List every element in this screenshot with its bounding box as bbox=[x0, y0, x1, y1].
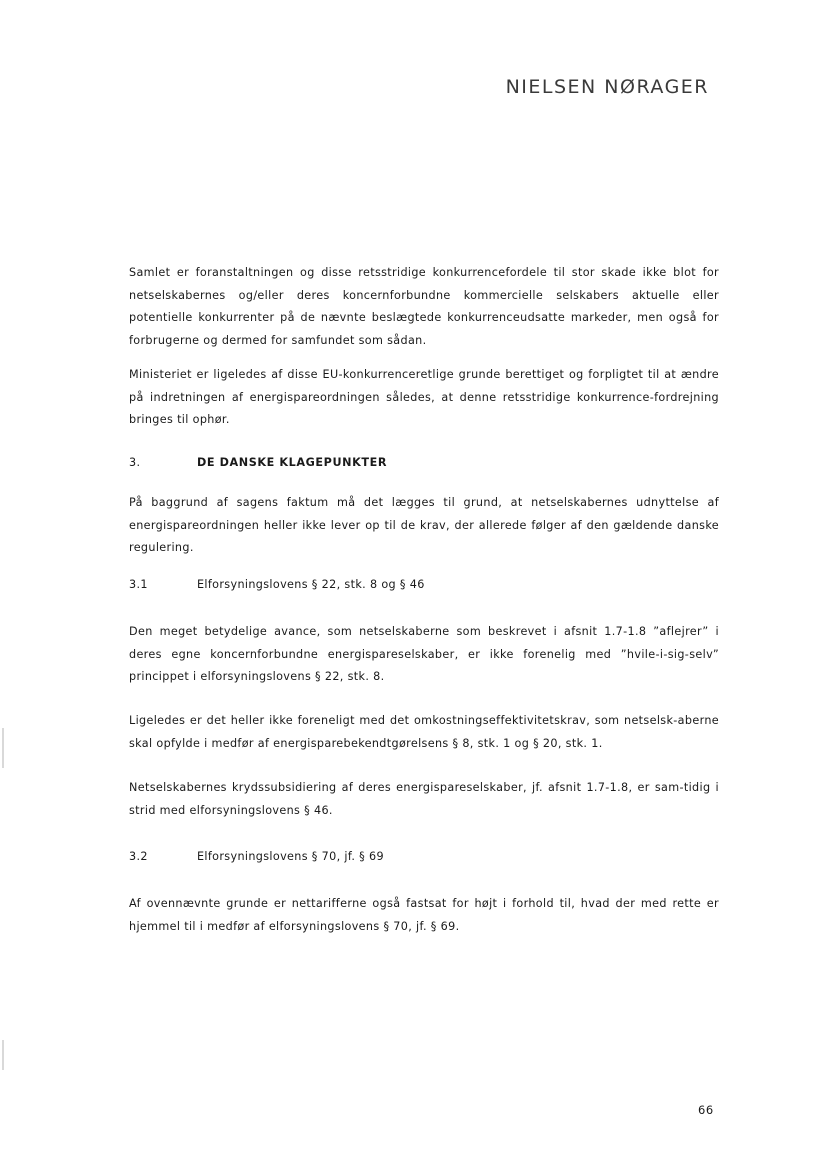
section-heading-3 bbox=[129, 452, 387, 474]
section-title: Elforsyningslovens § 22, stk. 8 og § 46 bbox=[197, 578, 425, 591]
section-number: 3. bbox=[129, 456, 141, 469]
scan-edge-mark bbox=[2, 728, 4, 768]
section-title: Elforsyningslovens § 70, jf. § 69 bbox=[197, 850, 384, 863]
section-number: 3.2 bbox=[129, 850, 148, 863]
paragraph-competition-harm: Samlet er foranstaltningen og disse retsstridige konkurrencefordele til stor skade ikke blot for netselskabernes og/eller deres koncernforbundne kommercielle selskabers aktuelle eller potentielle konkurrenter på de nævnte beslægtede konkurrenceudsatte markeder, men også for forbrugerne og dermed for samfundet som sådan. bbox=[129, 266, 719, 347]
company-logo-text: NIELSEN NØRAGER bbox=[505, 76, 709, 98]
paragraph-ministry-obligation: Ministeriet er ligeledes af disse EU-konkurrenceretlige grunde berettiget og forpligtet til at ændre på indretningen af energispareordningen således, at denne retsstridige konkurrence-fordrejning bringes til ophør. bbox=[129, 368, 719, 426]
paragraph-avance: Den meget betydelige avance, som netselskaberne som beskrevet i afsnit 1.7-1.8 ”aflejrer” i deres egne koncernforbundne energispareselskaber, er ikke forenelig med ”hvile-i-sig-selv” princippet i elforsyningslovens § 22, stk. 8. bbox=[129, 625, 719, 683]
paragraph-cost-efficiency: Ligeledes er det heller ikke foreneligt med det omkostningseffektivitetskrav, som netselsk-aberne skal opfylde i medfør af energisparebekendtgørelsens § 8, stk. 1 og § 20, stk. 1. bbox=[129, 714, 719, 750]
paragraph-cross-subsidy: Netselskabernes krydssubsidiering af deres energispareselskaber, jf. afsnit 1.7-1.8, er sam-tidig i strid med elforsyningslovens § 46. bbox=[129, 781, 719, 817]
paragraph-net-tariffs: Af ovennævnte grunde er nettarifferne også fastsat for højt i forhold til, hvad der med rette er hjemmel til i medfør af elforsyningslovens § 70, jf. § 69. bbox=[129, 897, 719, 933]
page-number: 66 bbox=[698, 1103, 714, 1117]
section-heading-3-2 bbox=[129, 846, 384, 868]
paragraph-danish-regulation: På baggrund af sagens faktum må det lægges til grund, at netselskabernes udnyttelse af energispareordningen heller ikke lever op til de krav, der allerede følger af den gældende danske regulering. bbox=[129, 496, 719, 554]
section-heading-3-1 bbox=[129, 574, 425, 596]
section-number: 3.1 bbox=[129, 578, 148, 591]
section-title: DE DANSKE KLAGEPUNKTER bbox=[197, 456, 388, 469]
scan-edge-mark bbox=[2, 1040, 4, 1070]
